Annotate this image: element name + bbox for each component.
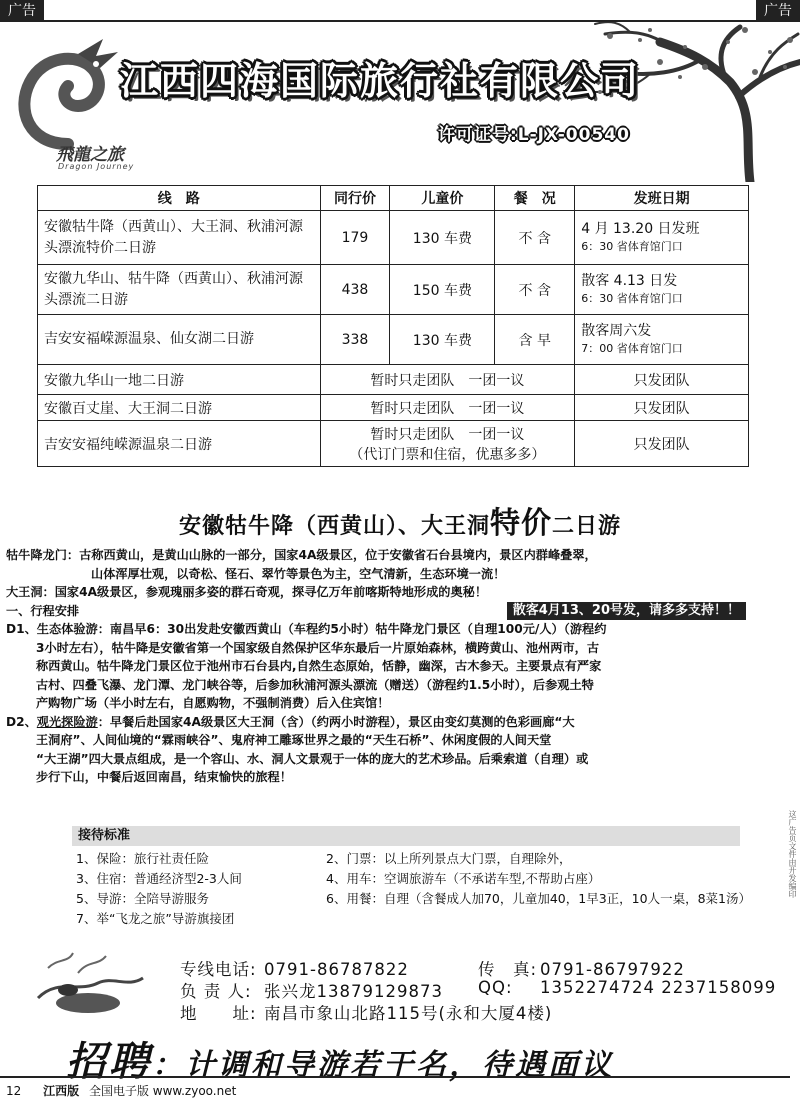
price-cell: 438 (320, 265, 390, 315)
routes-table (37, 185, 749, 467)
hotline-label: 专线电话: (180, 960, 257, 979)
route-cell: 安徽九华山一地二日游 (38, 365, 321, 395)
day1-line-5: 产购物广场（半小时左右，自愿购物，不强制消费）后入住宾馆！ (36, 696, 390, 710)
date-main: 4 月 13.20 日发班 (581, 221, 700, 237)
table-row (38, 211, 749, 265)
table-row (38, 315, 749, 365)
date-cell (575, 265, 749, 315)
qq-label: QQ: (478, 978, 513, 997)
child-price-cell: 130 车费 (390, 315, 495, 365)
departure-point: 6：30 省体育馆门口 (581, 292, 683, 305)
date-cell: 只发团队 (575, 365, 749, 395)
day2-text: ：早餐后赴国家4A级景区大王洞（含）（约两小时游程），景区由变幻莫测的色彩画廊“大 (97, 714, 575, 729)
qq-row (478, 978, 776, 997)
hotline-value: 0791-86787822 (264, 960, 409, 979)
day2-line-3: “大王湖”四大景点组成，是一个容山、水、洞人文景观于一体的庞大的艺术珍品。后乘索道（自理）或 (36, 751, 589, 766)
child-price-cell: 130 车费 (390, 211, 495, 265)
intro-paragraph-1: 牯牛降龙门：古称西黄山，是黄山山脉的一部分，国家4A级景区，位于安徽省石台县境内，景区内群峰叠翠， (6, 548, 597, 562)
address-label: 地 址: (180, 1004, 257, 1023)
date-cell: 只发团队 (575, 395, 749, 421)
address-row (180, 1000, 552, 1024)
table-header-row (38, 186, 749, 211)
group-note-cell: 暂时只走团队 一团一议 (320, 395, 575, 421)
ink-painting-icon (28, 948, 148, 1018)
table-row (38, 365, 749, 395)
departure-point: 6：30 省体育馆门口 (581, 240, 683, 253)
date-cell: 只发团队 (575, 421, 749, 467)
date-main: 散客 4.13 日发 (581, 273, 678, 289)
meal-cell: 不 含 (495, 265, 575, 315)
route-cell: 吉安安福纯嵘源温泉二日游 (38, 421, 321, 467)
standard-item: 4、用车：空调旅游车（不承诺车型,不帮助占座） (326, 871, 601, 886)
feature-title (0, 498, 800, 542)
day2-line-2: 王洞府”、人间仙境的“霖雨峡谷”、鬼府神工雕琢世界之最的“天生石桥”、休闲度假的人间天堂 (36, 733, 552, 747)
header (0, 22, 800, 182)
manager-row (180, 978, 443, 1002)
price-cell: 179 (320, 211, 390, 265)
dragon-logo-icon (8, 34, 128, 154)
feature-title-c: 二日游 (552, 514, 622, 539)
day1-label: D1、生态体验游： (6, 622, 110, 636)
license-number: 许可证号:L-JX-00540 (438, 125, 630, 145)
header-price: 同行价 (320, 186, 390, 211)
price-cell: 338 (320, 315, 390, 365)
day1-text: 南昌早6：30出发赴安徽西黄山（车程约5小时）牯牛降龙门景区（自理100元/人）（游程约 (109, 622, 607, 636)
standard-item: 5、导游：全陪导游服务 (76, 891, 209, 906)
departure-point: 7：00 省体育馆门口 (581, 342, 683, 355)
manager-label: 负 责 人: (180, 982, 252, 1001)
table-row (38, 265, 749, 315)
footer-rule (0, 1076, 790, 1078)
standard-item: 7、举“飞龙之旅”导游旗接团 (76, 911, 235, 926)
ad-tag-left: 广告 (0, 0, 44, 22)
group-note-cell (320, 421, 575, 467)
hotline-row (180, 956, 409, 980)
fax-value: 0791-86797922 (540, 960, 685, 979)
day2-theme: 观光探险游 (36, 714, 98, 729)
manager-value: 张兴龙13879129873 (264, 982, 443, 1001)
intro-paragraph-2: 大王洞：国家4A级景区，参观瑰丽多姿的群石奇观，探寻亿万年前喀斯特地形成的奥秘！ (6, 585, 488, 599)
fax-row (478, 956, 685, 980)
edition-label: 江西版 (43, 1084, 80, 1098)
day1-line (6, 620, 776, 639)
recruit-text: ：计调和导游若干名，待遇面议 (152, 1048, 614, 1083)
page-number: 12 (6, 1084, 22, 1098)
intro-paragraph-1-cont: 山体浑厚壮观，以奇松、怪石、翠竹等景色为主，空气清新，生态环境一流！ (91, 566, 506, 581)
recruit-heading: 招聘 (66, 1038, 152, 1085)
route-cell: 吉安安福嵘源温泉、仙女湖二日游 (38, 315, 321, 365)
header-meal: 餐 况 (495, 186, 575, 211)
day2-line (6, 713, 776, 732)
route-cell: 安徽九华山、牯牛降（西黄山）、秋浦河源头漂流二日游 (38, 265, 321, 315)
feature-title-a: 安徽牯牛降（西黄山）、大王洞 (178, 514, 490, 539)
footer (6, 1082, 794, 1099)
ad-tag-right: 广告 (756, 0, 800, 22)
group-note-cell: 暂时只走团队 一团一议 (320, 365, 575, 395)
group-note: 暂时只走团队 一团一议 (370, 426, 525, 443)
route-cell: 安徽牯牛降（西黄山）、大王洞、秋浦河源头漂流特价二日游 (38, 211, 321, 265)
standard-item: 6、用餐：自理（含餐成人加70，儿童加40，1早3正，10人一桌，8菜1汤） (326, 891, 751, 906)
logo-text: 飛龍之旅 (56, 145, 124, 165)
fax-label: 传 真: (478, 960, 538, 979)
notice-banner: 散客4月13、20号发，请多多支持！！ (507, 602, 746, 621)
day1-line-3: 称西黄山。牯牛降龙门景区位于池州市石台县内,自然生态原始，恬静，幽深，古木参天。主要景点有严家 (36, 659, 602, 673)
company-name: 江西四海国际旅行社有限公司 (120, 58, 641, 103)
address-value: 南昌市象山北路115号(永和大厦4楼) (264, 1004, 553, 1023)
side-note: 这广告页文件由开发编印 (788, 810, 797, 898)
date-cell (575, 315, 749, 365)
qq-value: 1352274724 2237158099 (540, 978, 777, 997)
day1-line-2: 3小时左右），牯牛降是安徽省第一个国家级自然保护区华东最后一片原始森林，横跨黄山、池州两市，古 (36, 640, 600, 655)
logo-subtitle: Dragon Journey (58, 162, 135, 171)
recruitment-banner (66, 1030, 614, 1087)
date-cell (575, 211, 749, 265)
national-edition: 全国电子版 www.zyoo.net (88, 1084, 237, 1098)
meal-cell: 含 早 (495, 315, 575, 365)
date-main: 散客周六发 (581, 323, 652, 339)
header-date: 发班日期 (575, 186, 749, 211)
header-child-price: 儿童价 (390, 186, 495, 211)
standard-item: 2、门票：以上所列景点大门票，自理除外， (326, 851, 572, 866)
day2-label: D2、 (6, 714, 37, 729)
plan-heading: 一、行程安排 (6, 603, 80, 618)
day1-line-4: 古村、四叠飞瀑、龙门潭、龙门峡谷等，后参加秋浦河源头漂流（赠送）（游程约1.5小时），后参观土特 (36, 677, 594, 692)
standard-item: 3、住宿：普通经济型2-3人间 (76, 871, 242, 886)
header-route: 线 路 (38, 186, 321, 211)
table-row (38, 421, 749, 467)
day2-line-4: 步行下山，中餐后返回南昌，结束愉快的旅程！ (36, 770, 292, 784)
itinerary-article (6, 546, 776, 787)
standards-title: 接待标准 (72, 826, 740, 846)
meal-cell: 不 含 (495, 211, 575, 265)
group-note-extra: （代订门票和住宿，优惠多多） (349, 446, 546, 463)
table-row (38, 395, 749, 421)
feature-title-special: 特价 (490, 506, 552, 541)
route-cell: 安徽百丈崖、大王洞二日游 (38, 395, 321, 421)
standard-item: 1、保险：旅行社责任险 (76, 851, 209, 866)
child-price-cell: 150 车费 (390, 265, 495, 315)
plan-row (6, 602, 776, 621)
